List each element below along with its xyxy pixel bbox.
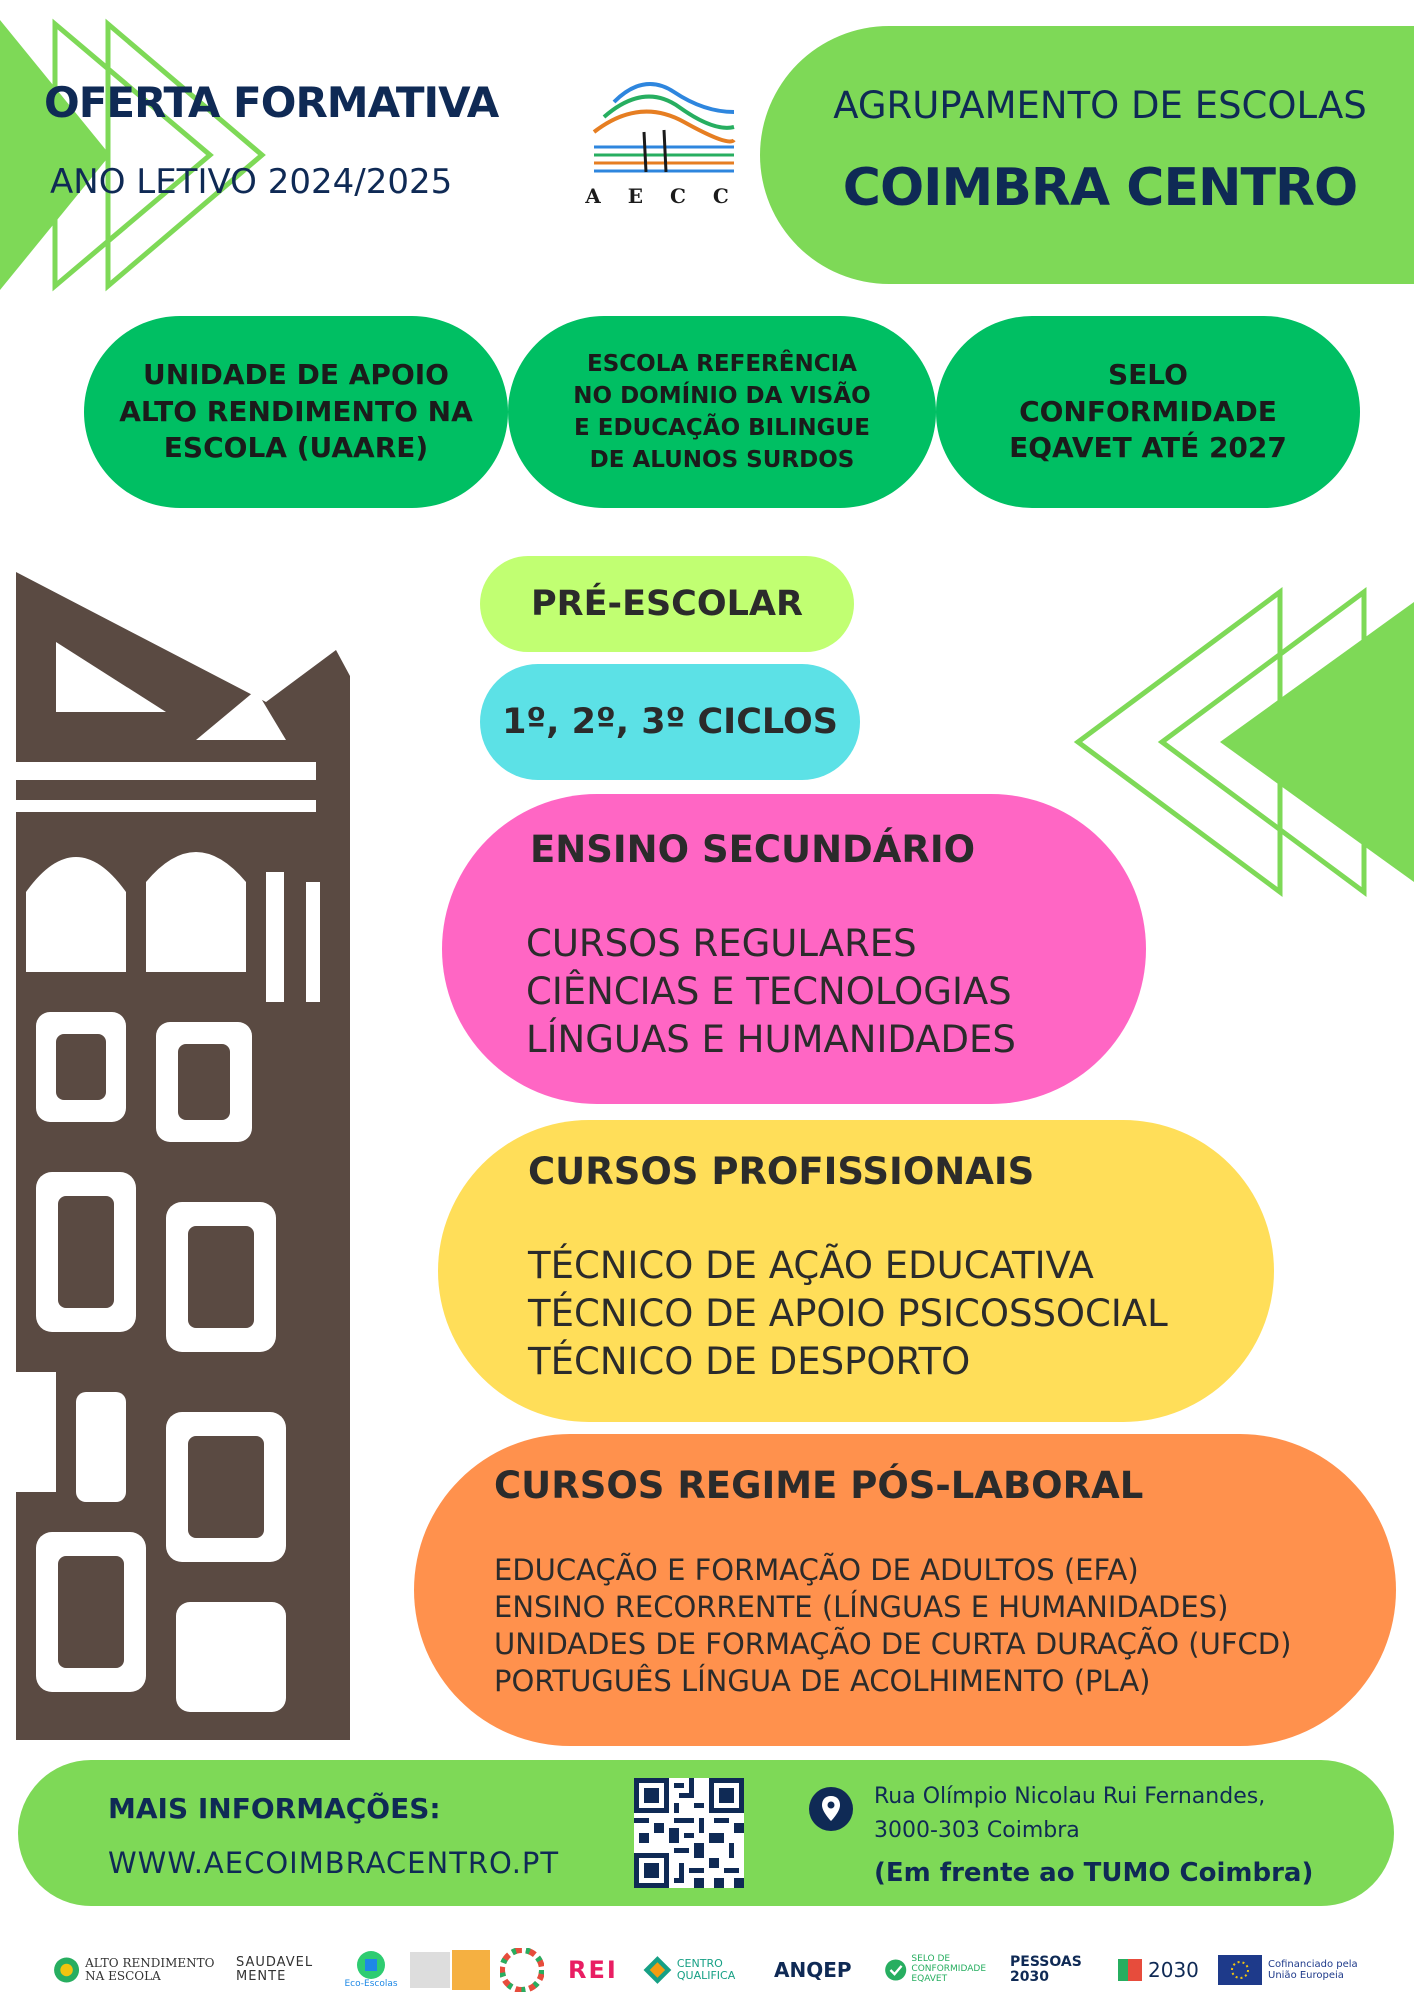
website-link[interactable]: WWW.AECOIMBRACENTRO.PT [108,1846,560,1880]
sdg-wheel-icon [500,1948,544,1992]
aecc-logo [584,72,740,212]
level-pre-escolar: PRÉ-ESCOLAR [480,556,854,652]
pos-laboral-list [494,1552,1291,1700]
list-item: UNIDADES DE FORMAÇÃO DE CURTA DURAÇÃO (UFCD) [494,1627,1292,1661]
eqavet-check-icon [884,1950,907,1990]
school-name: COIMBRA CENTRO [842,158,1358,218]
logo-eco-escolas: Eco-Escolas [344,1946,398,1994]
school-building-illustration [16,572,382,1740]
logo-centro-qualifica: CENTRO QUALIFICA [642,1946,760,1994]
logo-alto-rendimento: ALTO RENDIMENTO NA ESCOLA [52,1946,230,1994]
badge-eqavet: SELO CONFORMIDADE EQAVET ATÉ 2027 [936,316,1360,508]
logo-saudavel-mente: SAUDAVEL MENTE [236,1954,314,1984]
list-item: LÍNGUAS E HUMANIDADES [526,1018,1016,1061]
logo-escola-stamp [408,1946,492,1994]
logo-portugal-2030: 2030 [1118,1946,1204,1994]
badge-escola-referencia: ESCOLA REFERÊNCIA NO DOMÍNIO DA VISÃO E EDUCAÇÃO BILINGUE DE ALUNOS SURDOS [508,316,936,508]
pos-laboral-title: CURSOS REGIME PÓS-LABORAL [494,1464,1144,1507]
list-item: TÉCNICO DE DESPORTO [528,1340,971,1383]
list-item: ENSINO RECORRENTE (LÍNGUAS E HUMANIDADES) [494,1590,1229,1624]
qr-code[interactable] [634,1778,744,1888]
level-pos-laboral [414,1434,1396,1746]
address-line-1: Rua Olímpio Nicolau Rui Fernandes, [874,1784,1266,1809]
landmark-note: (Em frente ao TUMO Coimbra) [874,1858,1314,1888]
list-item: TÉCNICO DE AÇÃO EDUCATIVA [528,1244,1094,1287]
map-pin-icon [808,1786,854,1832]
qualifica-icon [642,1950,673,1990]
top-left-triangles [0,0,320,300]
level-ciclos: 1º, 2º, 3º CICLOS [480,664,860,780]
list-item: CURSOS REGULARES [526,922,917,965]
list-item: PORTUGUÊS LÍNGUA DE ACOLHIMENTO (PLA) [494,1664,1151,1698]
list-item: EDUCAÇÃO E FORMAÇÃO DE ADULTOS (EFA) [494,1553,1139,1587]
agrupamento-label: AGRUPAMENTO DE ESCOLAS [833,84,1367,127]
profissionais-title: CURSOS PROFISSIONAIS [528,1150,1035,1193]
level-secundario [442,794,1146,1104]
logo-eu-cofinanciado: Cofinanciado pela União Europeia [1218,1946,1368,1994]
address [874,1780,1265,1848]
list-item: TÉCNICO DE APOIO PSICOSSOCIAL [528,1292,1168,1335]
school-name-panel [760,26,1414,284]
school-year: ANO LETIVO 2024/2025 [50,162,453,202]
logo-sdg-wheel [500,1946,552,1994]
badge-uaare: UNIDADE DE APOIO ALTO RENDIMENTO NA ESCOLA (UAARE) [84,316,508,508]
logo-eqavet: SELO DE CONFORMIDADE EQAVET [884,1946,1002,1994]
list-item: CIÊNCIAS E TECNOLOGIAS [526,970,1012,1013]
escola-stamp-icon [408,1948,492,1992]
aecc-logo-caption: A E C C [585,184,739,208]
secundario-title: ENSINO SECUNDÁRIO [530,828,976,871]
right-triangles [1070,580,1414,900]
eco-escolas-icon [356,1950,386,1980]
secundario-list [526,920,1016,1064]
logo-anqep: ANQEP [774,1958,852,1982]
more-info-label: MAIS INFORMAÇÕES: [108,1792,441,1825]
logo-rei: REI [568,1955,618,1984]
level-profissionais [438,1120,1274,1422]
logo-pessoas-2030: PESSOAS 2030 [1010,1953,1082,1985]
address-line-2: 3000-303 Coimbra [874,1818,1080,1843]
profissionais-list [528,1242,1168,1386]
alto-rendimento-icon [52,1949,81,1991]
portugal-flag-icon [1118,1955,1144,1985]
page-title: OFERTA FORMATIVA [44,78,499,127]
eu-flag-icon [1218,1955,1262,1985]
